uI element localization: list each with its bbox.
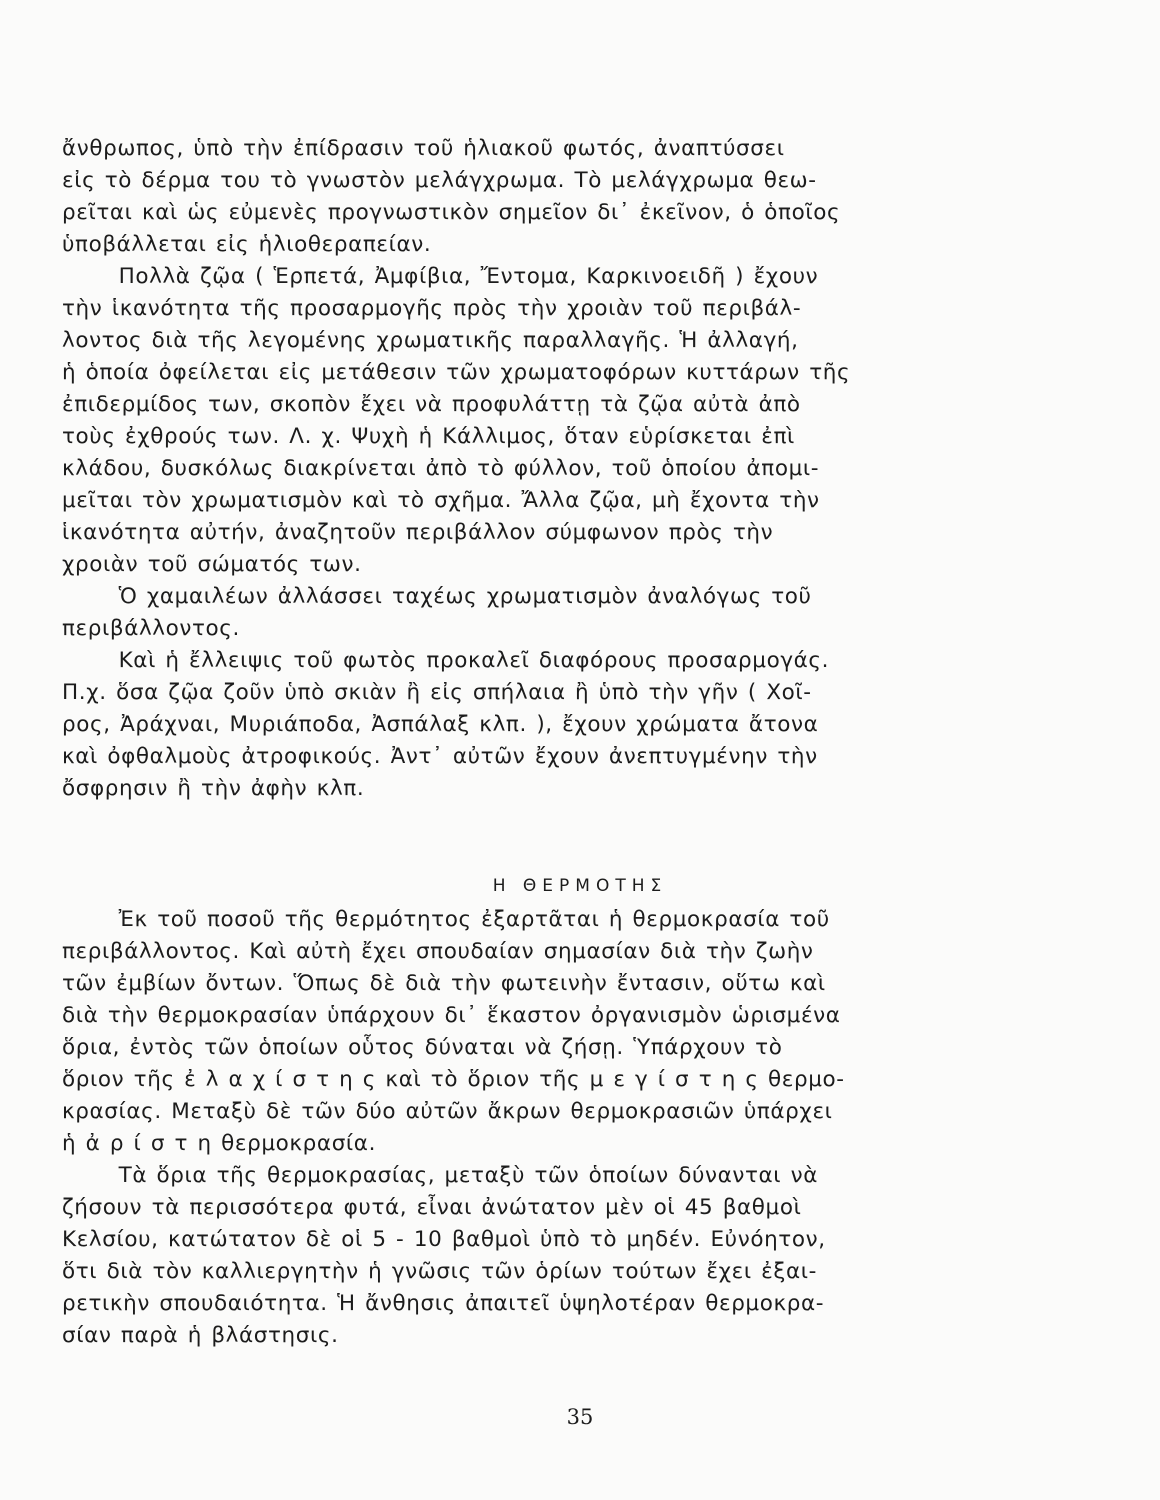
text-line: ρος, Ἀράχναι, Μυριάποδα, Ἀσπάλαξ κλπ. ), ἔχουν χρώματα ἄτονα bbox=[62, 712, 819, 737]
text-line: ζήσουν τὰ περισσότερα φυτά, εἶναι ἀνώτατον μὲν οἱ 45 βαθμοὶ bbox=[62, 1195, 802, 1220]
text-line: σίαν παρὰ ἡ βλάστησις. bbox=[62, 1323, 339, 1348]
text-line: Κελσίου, κατώτατον δὲ οἱ 5 - 10 βαθμοὶ ὑπὸ τὸ μηδέν. Εὐνόητον, bbox=[62, 1227, 826, 1252]
text-line: διὰ τὴν θερμοκρασίαν ὑπάρχουν δι᾽ ἕκαστον ὀργανισμὸν ὡρισμένα bbox=[62, 1003, 841, 1028]
text-line: ἱκανότητα αὐτήν, ἀναζητοῦν περιβάλλον σύμφωνον πρὸς τὴν bbox=[62, 520, 774, 545]
text-line: κρασίας. Μεταξὺ δὲ τῶν δύο αὐτῶν ἄκρων θερμοκρασιῶν ὑπάρχει bbox=[62, 1099, 833, 1124]
text-line: ὅτι διὰ τὸν καλλιεργητὴν ἡ γνῶσις τῶν ὁρίων τούτων ἔχει ἐξαι- bbox=[62, 1259, 817, 1284]
text-line: μεῖται τὸν χρωματισμὸν καὶ τὸ σχῆμα. Ἄλλα ζῷα, μὴ ἔχοντα τὴν bbox=[62, 488, 820, 513]
text-line: Πολλὰ ζῷα ( Ἑρπετά, Ἀμφίβια, Ἔντομα, Καρκινοειδῆ ) ἔχουν bbox=[62, 264, 819, 289]
page-number: 35 bbox=[566, 1405, 594, 1429]
text-line: Ἐκ τοῦ ποσοῦ τῆς θερμότητος ἐξαρτᾶται ἡ θερμοκρασία τοῦ bbox=[62, 907, 830, 932]
text-line: περιβάλλοντος. bbox=[62, 616, 240, 641]
text-line: λοντος διὰ τῆς λεγομένης χρωματικῆς παραλλαγῆς. Ἡ ἀλλαγή, bbox=[62, 328, 799, 353]
text-line: τῶν ἐμβίων ὄντων. Ὅπως δὲ διὰ τὴν φωτεινὴν ἔντασιν, οὕτω καὶ bbox=[62, 971, 826, 996]
text-line: Ὁ χαμαιλέων ἀλλάσσει ταχέως χρωματισμὸν ἀναλόγως τοῦ bbox=[62, 584, 812, 609]
text-line: ρετικὴν σπουδαιότητα. Ἡ ἄνθησις ἀπαιτεῖ ὑψηλοτέραν θερμοκρα- bbox=[62, 1291, 825, 1316]
text-line: Π.χ. ὅσα ζῷα ζοῦν ὑπὸ σκιὰν ἢ εἰς σπήλαια ἢ ὑπὸ τὴν γῆν ( Χοῖ- bbox=[62, 680, 812, 705]
text-line: Καὶ ἡ ἔλλειψις τοῦ φωτὸς προκαλεῖ διαφόρους προσαρμογάς. bbox=[62, 648, 830, 673]
text-block-heat bbox=[62, 904, 992, 1352]
text-line: Τὰ ὅρια τῆς θερμοκρασίας, μεταξὺ τῶν ὁποίων δύνανται νὰ bbox=[62, 1163, 819, 1188]
text-line: ὅριον τῆς ἐ λ α χ ί σ τ η ς καὶ τὸ ὅριον τῆς μ ε γ ί σ τ η ς θερμο- bbox=[62, 1067, 845, 1092]
text-line: χροιὰν τοῦ σώματός των. bbox=[62, 552, 362, 577]
text-line: καὶ ὀφθαλμοὺς ἀτροφικούς. Ἀντ᾽ αὐτῶν ἔχουν ἀνεπτυγμένην τὴν bbox=[62, 744, 818, 769]
text-line: κλάδου, δυσκόλως διακρίνεται ἀπὸ τὸ φύλλον, τοῦ ὁποίου ἀπομι- bbox=[62, 456, 820, 481]
text-line: ὅρια, ἐντὸς τῶν ὁποίων οὗτος δύναται νὰ ζήσῃ. Ὑπάρχουν τὸ bbox=[62, 1035, 783, 1060]
text-line: ὑποβάλλεται εἰς ἡλιοθεραπείαν. bbox=[62, 232, 432, 257]
section-heading: Η ΘΕΡΜΟΤΗΣ bbox=[492, 876, 668, 896]
text-line: ἡ ἀ ρ ί σ τ η θερμοκρασία. bbox=[62, 1131, 377, 1156]
text-line: εἰς τὸ δέρμα του τὸ γνωστὸν μελάγχρωμα. Τὸ μελάγχρωμα θεω- bbox=[62, 168, 817, 193]
text-line: ὄσφρησιν ἢ τὴν ἀφὴν κλπ. bbox=[62, 776, 365, 801]
text-line: ἄνθρωπος, ὑπὸ τὴν ἐπίδρασιν τοῦ ἡλιακοῦ φωτός, ἀναπτύσσει bbox=[62, 136, 785, 161]
text-line: τοὺς ἐχθρούς των. Λ. χ. Ψυχὴ ἡ Κάλλιμος, ὅταν εὑρίσκεται ἐπὶ bbox=[62, 424, 795, 449]
text-line: ἡ ὁποία ὀφείλεται εἰς μετάθεσιν τῶν χρωματοφόρων κυττάρων τῆς bbox=[62, 360, 851, 385]
text-block-light bbox=[62, 133, 992, 805]
text-line: περιβάλλοντος. Καὶ αὐτὴ ἔχει σπουδαίαν σημασίαν διὰ τὴν ζωὴν bbox=[62, 939, 814, 964]
text-line: ἐπιδερμίδος των, σκοπὸν ἔχει νὰ προφυλάττῃ τὰ ζῷα αὐτὰ ἀπὸ bbox=[62, 392, 801, 417]
text-line: τὴν ἱκανότητα τῆς προσαρμογῆς πρὸς τὴν χροιὰν τοῦ περιβάλ- bbox=[62, 296, 802, 321]
text-line: ρεῖται καὶ ὡς εὐμενὲς προγνωστικὸν σημεῖον δι᾽ ἐκεῖνον, ὁ ὁποῖος bbox=[62, 200, 841, 225]
